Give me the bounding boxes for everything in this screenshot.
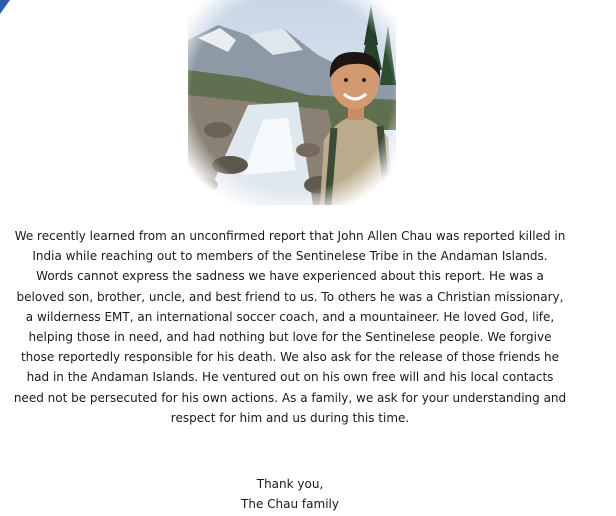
signoff <box>190 474 390 514</box>
family-statement: We recently learned from an unconfirmed report that John Allen Chau was reported killed in India while reaching out to members of the Sentinelese Tribe in the Andaman Islands. Words cannot express the sadness we have experienced about this report. He was a beloved son, brother, uncle, and best friend to us. To others he was a Christian missionary, a wilderness EMT, an international soccer coach, and a mountaineer. He loved God, life, helping those in need, and had nothing but love for the Sentinelese people. We forgive those reportedly responsible for his death. We also ask for the release of those friends he had in the Andaman Islands. He ventured out on his own free will and his local contacts need not be persecuted for his own actions. As a family, we ask for your understanding and respect for him and us during this time. <box>13 229 567 425</box>
portrait-photo <box>188 0 396 205</box>
portrait-photo-icon <box>188 0 396 205</box>
signature-line: The Chau family <box>241 497 339 511</box>
closing-line: Thank you, <box>256 477 324 491</box>
corner-marker-icon <box>0 0 10 14</box>
